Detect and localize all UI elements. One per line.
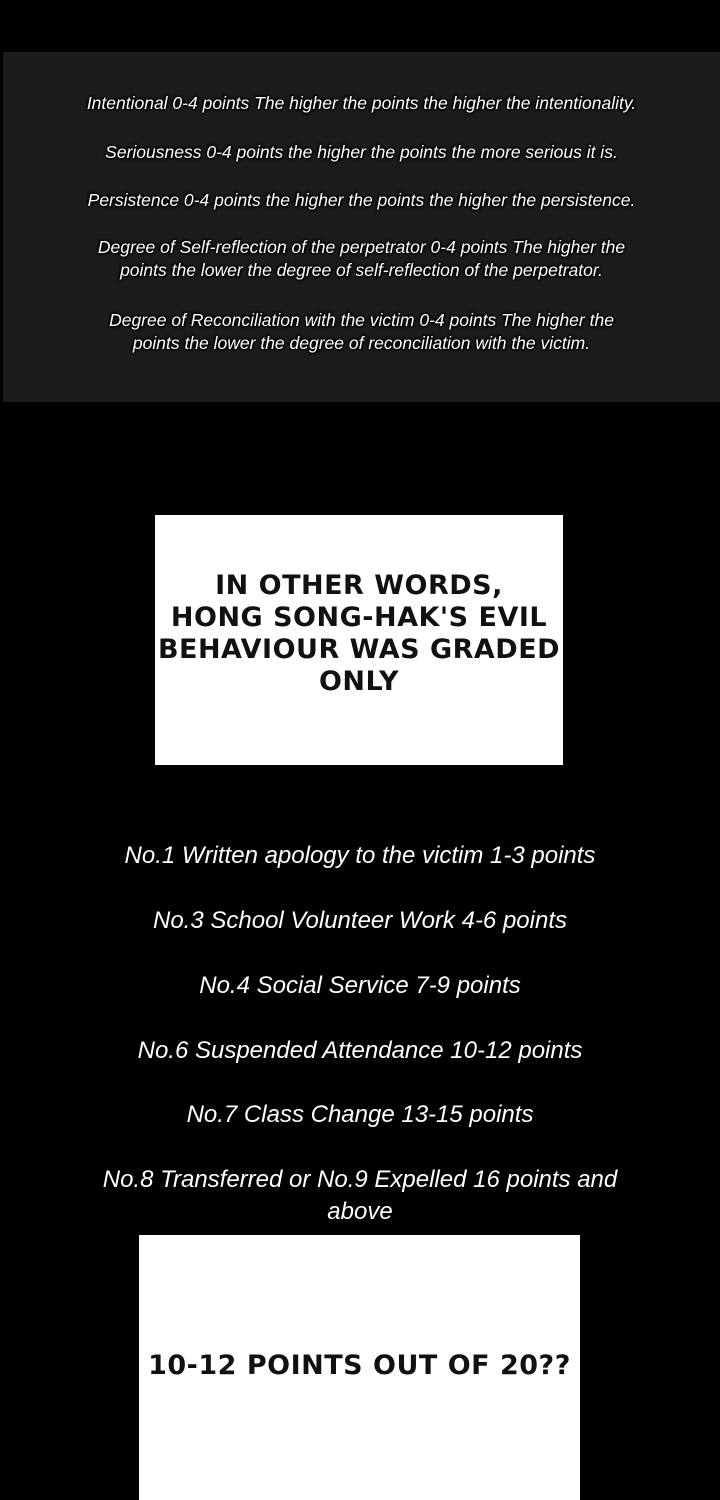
criteria-reconciliation: Degree of Reconciliation with the victim 0-4 points The higher the points the lower the degree of reconciliation with the victim. — [109, 310, 614, 353]
punishment-apology: No.1 Written apology to the victim 1-3 points — [124, 842, 596, 869]
criteria-panel — [3, 52, 720, 402]
punishment-suspended-attendance: No.6 Suspended Attendance 10-12 points — [137, 1037, 583, 1064]
criteria-self-reflection: Degree of Self-reflection of the perpetrator 0-4 points The higher the points the lower the degree of self-reflection of the perpetrator. — [97, 237, 626, 280]
punishment-social-service: No.4 Social Service 7-9 points — [199, 972, 521, 999]
punishment-class-change: No.7 Class Change 13-15 points — [186, 1101, 534, 1128]
punishment-volunteer-work: No.3 School Volunteer Work 4-6 points — [153, 907, 567, 934]
criteria-seriousness: Seriousness 0-4 points the higher the points the more serious it is. — [105, 142, 618, 162]
speech-text-graded: IN OTHER WORDS, HONG SONG-HAK'S EVIL BEHAVIOUR WAS GRADED ONLY — [157, 570, 561, 697]
speech-text-points-question: 10-12 POINTS OUT OF 20?? — [148, 1349, 571, 1381]
criteria-persistence: Persistence 0-4 points the higher the points the higher the persistence. — [87, 190, 636, 210]
speech-box-graded — [155, 515, 563, 765]
punishment-transfer-expelled: No.8 Transferred or No.9 Expelled 16 points and above — [102, 1166, 618, 1225]
speech-box-points-question — [139, 1235, 580, 1500]
criteria-intentional: Intentional 0-4 points The higher the points the higher the intentionality. — [86, 93, 637, 113]
